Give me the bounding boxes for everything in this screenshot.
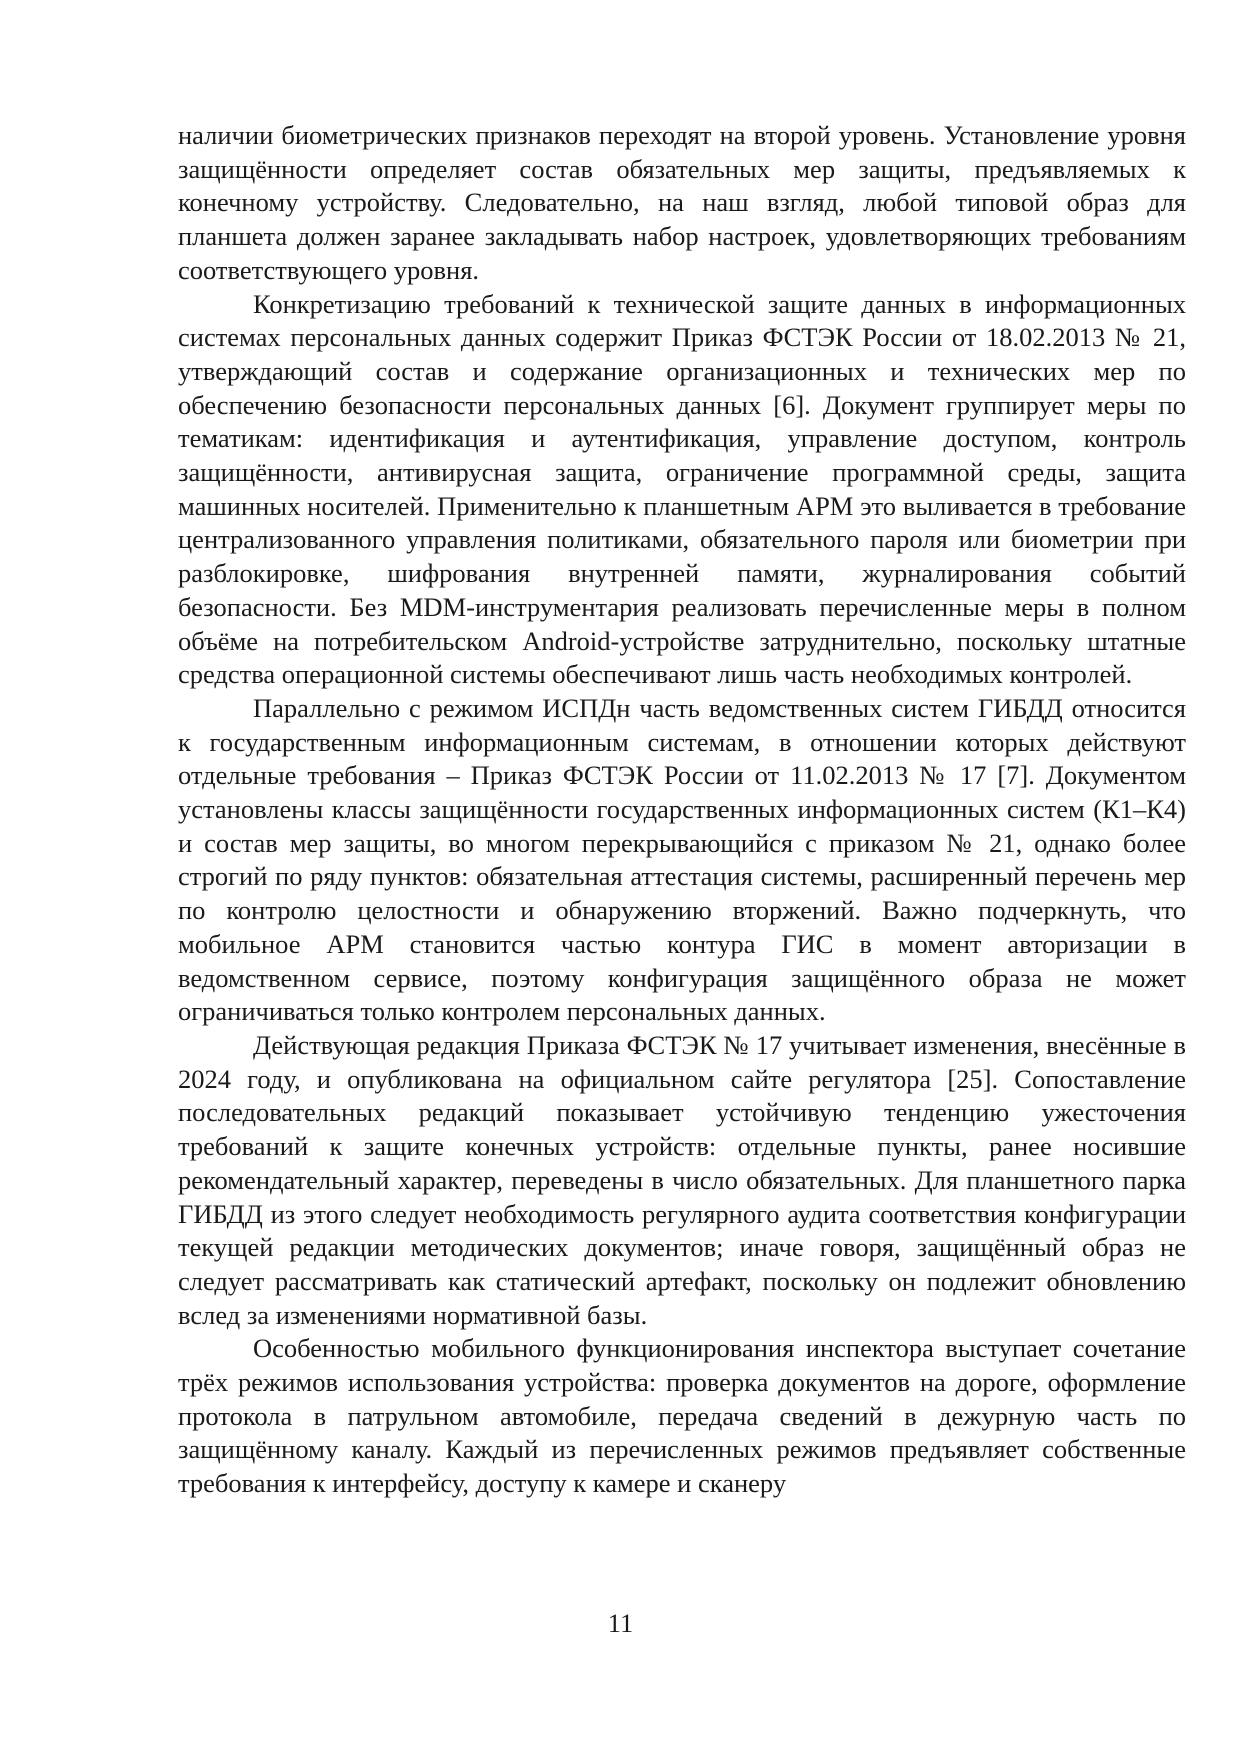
paragraph-continuation: наличии биометрических признаков переходят на второй уровень. Установление уровня защищённости определяет состав обязательных мер защиты, предъявляемых к конечному устройству. Следовательно, на наш взгляд, любой типовой образ для планшета должен заранее закладывать набор настроек, удовлетворяющих требованиям соответствующего уровня.: [178, 120, 1186, 285]
paragraph-fstec-order-17: Параллельно с режимом ИСПДн часть ведомственных систем ГИБДД относится к государственным информационным системам, в отношении которых действуют отдельные требования – Приказ ФСТЭК России от 11.02.2013 № 17 [7]. Документом установлены классы защищённости государственных информационных систем (К1–К4) и состав мер защиты, во многом перекрывающийся с приказом № 21, однако более строгий по ряду пунктов: обязательная аттестация системы, расширенный перечень мер по контролю целостности и обнаружению вторжений. Важно подчеркнуть, что мобильное АРМ становится частью контура ГИС в момент авторизации в ведомственном сервисе, поэтому конфигурация защищённого образа не может ограничиваться только контролем персональных данных.: [178, 692, 1186, 1027]
paragraph-fstec-order-21: Конкретизацию требований к технической защите данных в информационных системах персональных данных содержит Приказ ФСТЭК России от 18.02.2013 № 21, утверждающий состав и содержание организационных и технических мер по обеспечению безопасности персональных данных [6]. Документ группирует меры по тематикам: идентификация и аутентификация, управление доступом, контроль защищённости, антивирусная защита, ограничение программной среды, защита машинных носителей. Применительно к планшетным АРМ это выливается в требование централизованного управления политиками, обязательного пароля или биометрии при разблокировке, шифрования внутренней памяти, журналирования событий безопасности. Без MDM-инструментария реализовать перечисленные меры в полном объёме на потребительском Android-устройстве затруднительно, поскольку штатные средства операционной системы обеспечивают лишь часть необходимых контролей.: [178, 288, 1186, 690]
paragraph-mobile-modes: Особенностью мобильного функционирования инспектора выступает сочетание трёх режимов использования устройства: проверка документов на дороге, оформление протокола в патрульном автомобиле, передача сведений в дежурную часть по защищённому каналу. Каждый из перечисленных режимов предъявляет собственные требования к интерфейсу, доступу к камере и сканеру: [178, 1333, 1186, 1499]
page-number: 11: [607, 1608, 634, 1638]
body-text: [178, 119, 1186, 1501]
paragraph-order-17-revision: Действующая редакция Приказа ФСТЭК № 17 учитывает изменения, внесённые в 2024 году, и опубликована на официальном сайте регулятора [25]. Сопоставление последовательных редакций показывает устойчивую тенденцию ужесточения требований к защите конечных устройств: отдельные пункты, ранее носившие рекомендательный характер, переведены в число обязательных. Для планшетного парка ГИБДД из этого следует необходимость регулярного аудита соответствия конфигурации текущей редакции методических документов; иначе говоря, защищённый образ не следует рассматривать как статический артефакт, поскольку он подлежит обновлению вслед за изменениями нормативной базы.: [178, 1029, 1186, 1330]
